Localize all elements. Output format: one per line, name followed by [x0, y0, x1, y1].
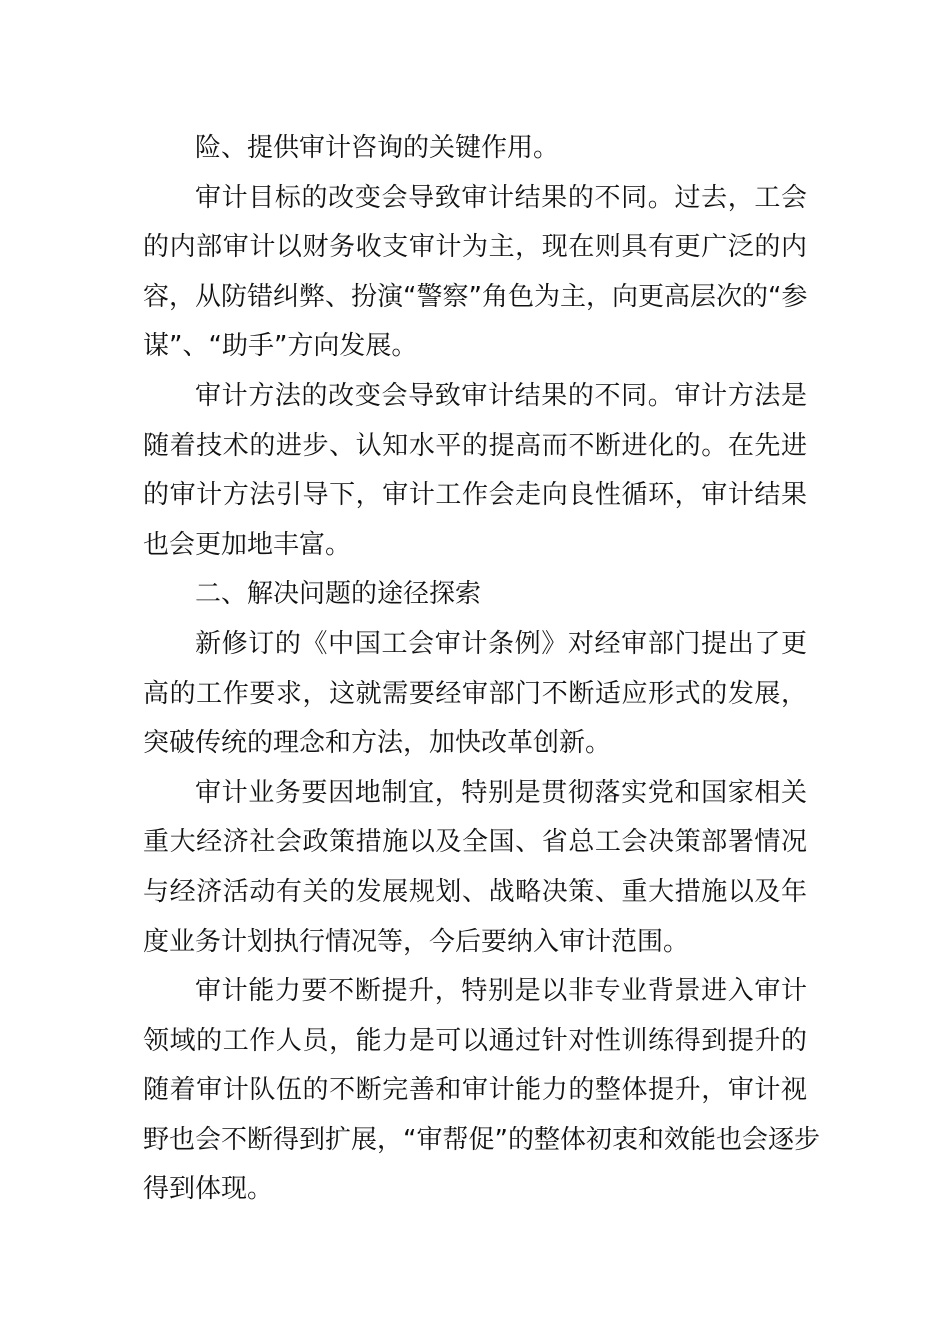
text-line: 谋”、“助手”方向发展。 [143, 331, 418, 362]
text-line: 野也会不断得到扩展，“审帮促”的整体初衷和效能也会逐步 [143, 1124, 820, 1155]
paragraph-5 [143, 769, 807, 967]
text-line: 随着审计队伍的不断完善和审计能力的整体提升，审计视 [143, 1075, 807, 1106]
text-line: 审计方法的改变会导致审计结果的不同。审计方法是 [195, 380, 807, 411]
paragraph-4 [143, 620, 807, 769]
text-line: 重大经济社会政策措施以及全国、省总工会决策部署情况 [143, 827, 807, 858]
text-line: 随着技术的进步、认知水平的提高而不断进化的。在先进 [143, 430, 807, 461]
paragraph-1 [143, 124, 807, 174]
text-line: 新修订的《中国工会审计条例》对经审部门提出了更 [195, 628, 807, 659]
paragraph-3 [143, 372, 807, 570]
text-line: 审计能力要不断提升，特别是以非专业背景进入审计 [195, 976, 807, 1007]
heading-line: 二、解决问题的途径探索 [195, 579, 482, 610]
document-body [143, 124, 820, 1215]
text-line: 突破传统的理念和方法，加快改革创新。 [143, 728, 612, 759]
paragraph-2 [143, 174, 807, 372]
text-line: 与经济活动有关的发展规划、战略决策、重大措施以及年 [143, 876, 807, 907]
text-line: 的审计方法引导下，审计工作会走向良性循环，审计结果 [143, 480, 807, 511]
text-line: 的内部审计以财务收支审计为主，现在则具有更广泛的内 [143, 232, 807, 263]
text-line: 审计目标的改变会导致审计结果的不同。过去，工会 [195, 182, 807, 213]
text-line: 险、提供审计咨询的关键作用。 [195, 133, 560, 163]
text-line: 得到体现。 [143, 1174, 274, 1205]
text-line: 也会更加地丰富。 [143, 529, 352, 560]
text-line: 容，从防错纠弊、扮演“警察”角色为主，向更高层次的“参 [143, 281, 808, 312]
text-line: 高的工作要求，这就需要经审部门不断适应形式的发展， [143, 678, 807, 709]
text-line: 领域的工作人员，能力是可以通过针对性训练得到提升的 [143, 1025, 807, 1056]
section-heading [143, 570, 807, 620]
paragraph-6 [143, 967, 820, 1215]
text-line: 审计业务要因地制宜，特别是贯彻落实党和国家相关 [195, 777, 807, 808]
text-line: 度业务计划执行情况等，今后要纳入审计范围。 [143, 926, 690, 957]
